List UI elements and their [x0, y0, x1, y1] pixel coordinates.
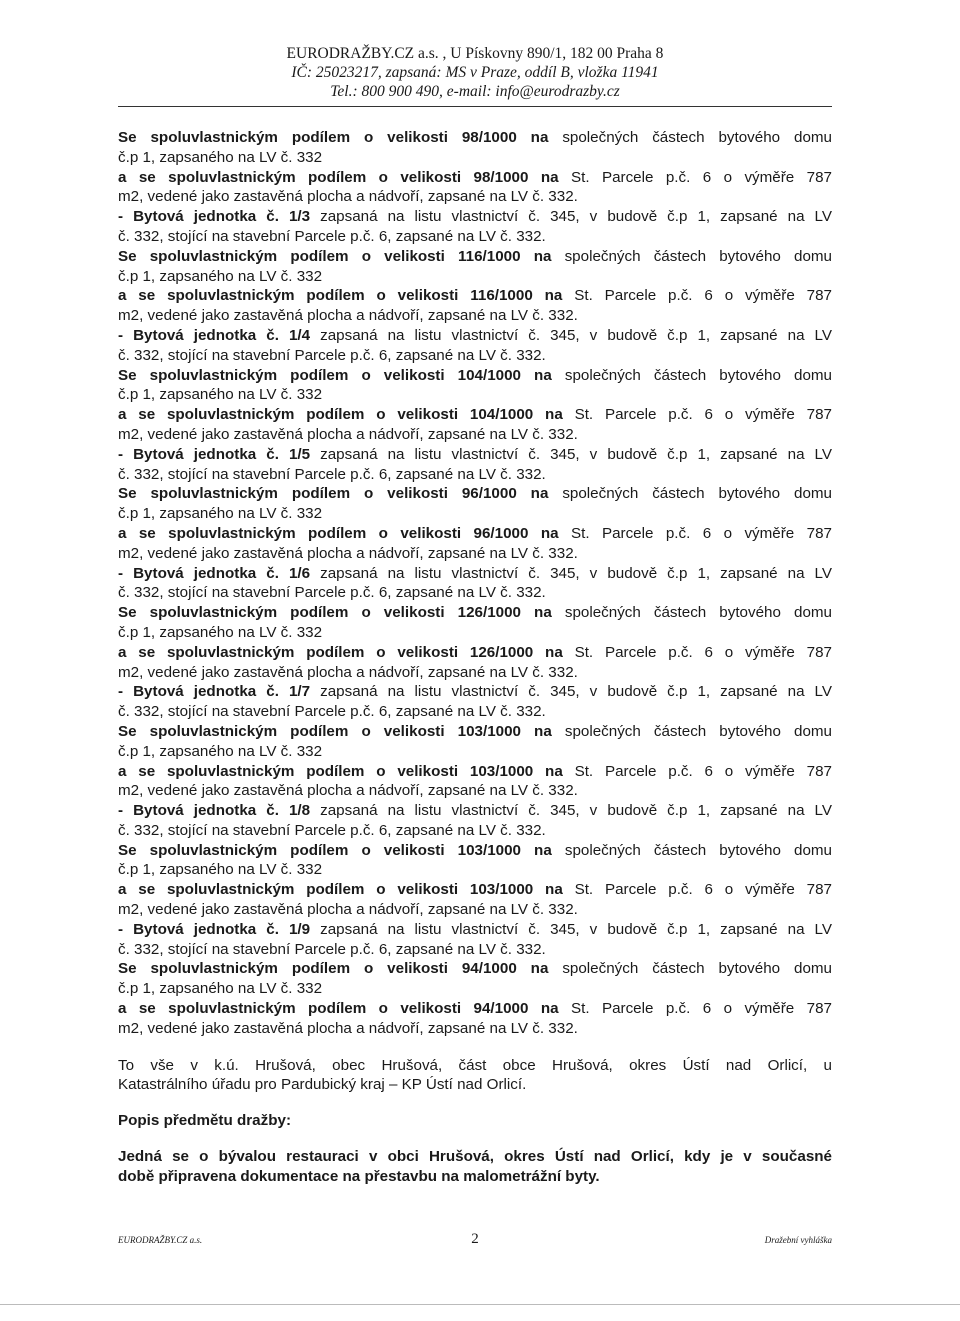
property-line-text: č.p 1, zapsaného na LV č. 332 — [118, 861, 323, 879]
property-line-text: č. 332, stojící na stavební Parcele p.č. 6, zapsané na LV č. 332. — [118, 940, 546, 958]
property-line-bold: Se spoluvlastnickým podílem o velikosti 126/1000 na — [118, 604, 552, 622]
scan-edge-line — [0, 1304, 960, 1305]
property-line-text: zapsaná na listu vlastnictví č. 345, v budově č.p 1, zapsané na LV — [310, 208, 832, 226]
property-line — [118, 128, 832, 148]
property-line — [118, 187, 832, 207]
section-heading-text: Popis předmětu dražby: — [118, 1112, 291, 1130]
property-line-text: St. Parcele p.č. 6 o výměře 787 — [562, 287, 832, 305]
property-line-text: m2, vedené jako zastavěná plocha a nádvoří, zapsané na LV č. 332. — [118, 1019, 578, 1037]
property-line — [118, 564, 832, 584]
property-line — [118, 148, 832, 168]
property-line — [118, 959, 832, 979]
property-line — [118, 643, 832, 663]
company-contact: Tel.: 800 900 490, e-mail: info@eurodrazby.cz — [330, 83, 620, 100]
property-line-text: St. Parcele p.č. 6 o výměře 787 — [558, 524, 832, 542]
property-line — [118, 306, 832, 326]
property-line — [118, 742, 832, 762]
property-line — [118, 583, 832, 603]
property-line-bold: - Bytová jednotka č. 1/7 — [118, 683, 311, 701]
property-line — [118, 385, 832, 405]
property-line — [118, 405, 832, 425]
property-line-bold: a se spoluvlastnickým podílem o velikosti 104/1000 na — [118, 406, 563, 424]
description-line-1 — [118, 1147, 832, 1167]
property-line-text: společných částech bytového domu — [548, 960, 832, 978]
property-line — [118, 207, 832, 227]
spacer — [118, 1039, 832, 1056]
property-line — [118, 445, 832, 465]
property-line — [118, 366, 832, 386]
property-line — [118, 880, 832, 900]
property-line — [118, 544, 832, 564]
property-line-text: St. Parcele p.č. 6 o výměře 787 — [562, 762, 832, 780]
property-line-text: č.p 1, zapsaného na LV č. 332 — [118, 742, 323, 760]
property-line — [118, 504, 832, 524]
property-line-text: č. 332, stojící na stavební Parcele p.č. 6, zapsané na LV č. 332. — [118, 465, 546, 483]
property-line — [118, 326, 832, 346]
description-text-1: Jedná se o bývalou restauraci v obci Hrušová, okres Ústí nad Orlicí, kdy je v současné — [118, 1148, 832, 1166]
property-line-text: č.p 1, zapsaného na LV č. 332 — [118, 623, 323, 641]
property-line-text: St. Parcele p.č. 6 o výměře 787 — [558, 1000, 832, 1018]
property-line-text: zapsaná na listu vlastnictví č. 345, v budově č.p 1, zapsané na LV — [310, 802, 832, 820]
property-line — [118, 762, 832, 782]
property-line-bold: Se spoluvlastnickým podílem o velikosti 96/1000 na — [118, 485, 549, 503]
property-line — [118, 920, 832, 940]
property-line — [118, 227, 832, 247]
page-number: 2 — [471, 1231, 479, 1247]
property-line-bold: - Bytová jednotka č. 1/9 — [118, 920, 311, 938]
property-line-text: č.p 1, zapsaného na LV č. 332 — [118, 505, 323, 523]
property-line — [118, 425, 832, 445]
section-heading — [118, 1111, 832, 1131]
property-line-text: společných částech bytového domu — [551, 604, 832, 622]
property-line — [118, 682, 832, 702]
property-line-text: m2, vedené jako zastavěná plocha a nádvoří, zapsané na LV č. 332. — [118, 782, 578, 800]
property-line — [118, 247, 832, 267]
company-registration: IČ: 25023217, zapsaná: MS v Praze, oddíl B, vložka 11941 — [291, 64, 659, 81]
property-line-text: zapsaná na listu vlastnictví č. 345, v budově č.p 1, zapsané na LV — [310, 683, 832, 701]
property-line-text: společných částech bytového domu — [548, 129, 832, 146]
property-line-text: č. 332, stojící na stavební Parcele p.č. 6, zapsané na LV č. 332. — [118, 346, 546, 364]
property-line-text: St. Parcele p.č. 6 o výměře 787 — [558, 168, 832, 186]
property-line-bold: a se spoluvlastnickým podílem o velikosti 103/1000 na — [118, 881, 563, 899]
page-footer — [118, 1229, 832, 1253]
property-line-bold: Se spoluvlastnickým podílem o velikosti 94/1000 na — [118, 960, 549, 978]
property-line-text: č.p 1, zapsaného na LV č. 332 — [118, 148, 323, 166]
property-line-bold: - Bytová jednotka č. 1/6 — [118, 564, 311, 582]
property-line — [118, 267, 832, 287]
description-line-2 — [118, 1167, 832, 1187]
property-line-bold: - Bytová jednotka č. 1/5 — [118, 445, 311, 463]
property-line-text: společných částech bytového domu — [551, 366, 832, 384]
property-line-bold: - Bytová jednotka č. 1/3 — [118, 208, 311, 226]
cadastral-note-line-2: Katastrálního úřadu pro Pardubický kraj – KP Ústí nad Orlicí. — [118, 1076, 527, 1094]
property-line — [118, 702, 832, 722]
property-line-text: č. 332, stojící na stavební Parcele p.č. 6, zapsané na LV č. 332. — [118, 703, 546, 721]
property-line-bold: a se spoluvlastnickým podílem o velikosti 94/1000 na — [118, 1000, 559, 1018]
property-line — [118, 841, 832, 861]
property-line — [118, 1019, 832, 1039]
property-line — [118, 465, 832, 485]
company-address: EURODRAŽBY.CZ a.s. , U Pískovny 890/1, 182 00 Praha 8 — [286, 45, 664, 62]
description-text-2: době připravena dokumentace na přestavbu na malometrážní byty. — [118, 1167, 600, 1185]
property-line-bold: Se spoluvlastnickým podílem o velikosti 104/1000 na — [118, 366, 552, 384]
property-line-text: společných částech bytového domu — [551, 247, 832, 265]
property-line-text: St. Parcele p.č. 6 o výměře 787 — [562, 406, 832, 424]
property-line-bold: a se spoluvlastnickým podílem o velikosti 116/1000 na — [118, 287, 563, 305]
property-line-bold: Se spoluvlastnickým podílem o velikosti 103/1000 na — [118, 722, 552, 740]
property-line — [118, 999, 832, 1019]
property-line-bold: - Bytová jednotka č. 1/4 — [118, 326, 311, 344]
property-line — [118, 623, 832, 643]
property-line-text: St. Parcele p.č. 6 o výměře 787 — [562, 643, 832, 661]
property-line-text: č.p 1, zapsaného na LV č. 332 — [118, 386, 323, 404]
property-line-text: m2, vedené jako zastavěná plocha a nádvoří, zapsané na LV č. 332. — [118, 307, 578, 325]
property-line-bold: a se spoluvlastnickým podílem o velikosti 98/1000 na — [118, 168, 559, 186]
document-body — [118, 128, 832, 1187]
property-line — [118, 663, 832, 683]
property-line — [118, 900, 832, 920]
property-line-bold: a se spoluvlastnickým podílem o velikosti 96/1000 na — [118, 524, 559, 542]
property-list — [118, 128, 832, 1039]
property-line-bold: Se spoluvlastnickým podílem o velikosti 116/1000 na — [118, 247, 552, 265]
property-line — [118, 860, 832, 880]
property-line — [118, 286, 832, 306]
spacer — [118, 1095, 832, 1111]
property-line — [118, 722, 832, 742]
property-line-text: m2, vedené jako zastavěná plocha a nádvoří, zapsané na LV č. 332. — [118, 663, 578, 681]
property-line-text: St. Parcele p.č. 6 o výměře 787 — [562, 881, 832, 899]
property-line-text: m2, vedené jako zastavěná plocha a nádvoří, zapsané na LV č. 332. — [118, 425, 578, 443]
cadastral-note-line-1: To vše v k.ú. Hrušová, obec Hrušová, část obce Hrušová, okres Ústí nad Orlicí, u — [118, 1056, 832, 1074]
property-line — [118, 821, 832, 841]
property-line — [118, 801, 832, 821]
property-line — [118, 484, 832, 504]
footer-company: EURODRAŽBY.CZ a.s. — [118, 1235, 203, 1245]
property-line — [118, 940, 832, 960]
property-line-bold: a se spoluvlastnickým podílem o velikosti 103/1000 na — [118, 762, 563, 780]
header-divider — [118, 106, 832, 107]
property-line-text: společných částech bytového domu — [551, 722, 832, 740]
property-line — [118, 168, 832, 188]
property-line-text: č. 332, stojící na stavební Parcele p.č. 6, zapsané na LV č. 332. — [118, 821, 546, 839]
property-line-text: zapsaná na listu vlastnictví č. 345, v budově č.p 1, zapsané na LV — [310, 564, 832, 582]
property-line-bold: - Bytová jednotka č. 1/8 — [118, 802, 311, 820]
property-line-text: m2, vedené jako zastavěná plocha a nádvoří, zapsané na LV č. 332. — [118, 901, 578, 919]
property-line-bold: Se spoluvlastnickým podílem o velikosti 98/1000 na — [118, 129, 549, 146]
property-line — [118, 346, 832, 366]
property-line — [118, 603, 832, 623]
property-line-text: č. 332, stojící na stavební Parcele p.č. 6, zapsané na LV č. 332. — [118, 584, 546, 602]
property-line-text: č. 332, stojící na stavební Parcele p.č. 6, zapsané na LV č. 332. — [118, 227, 546, 245]
property-line-bold: Se spoluvlastnickým podílem o velikosti 103/1000 na — [118, 841, 552, 859]
letterhead — [118, 44, 832, 101]
property-line-text: zapsaná na listu vlastnictví č. 345, v budově č.p 1, zapsané na LV — [310, 445, 832, 463]
footer-document-title: Dražební vyhláška — [764, 1235, 832, 1245]
spacer — [118, 1131, 832, 1147]
property-line — [118, 979, 832, 999]
property-line-text: společných částech bytového domu — [551, 841, 832, 859]
property-line-text: č.p 1, zapsaného na LV č. 332 — [118, 267, 323, 285]
property-line-text: zapsaná na listu vlastnictví č. 345, v budově č.p 1, zapsané na LV — [310, 326, 832, 344]
property-line — [118, 781, 832, 801]
property-line-text: m2, vedené jako zastavěná plocha a nádvoří, zapsané na LV č. 332. — [118, 544, 578, 562]
property-line-text: společných částech bytového domu — [548, 485, 832, 503]
property-line — [118, 524, 832, 544]
property-line-bold: a se spoluvlastnickým podílem o velikosti 126/1000 na — [118, 643, 563, 661]
property-line-text: m2, vedené jako zastavěná plocha a nádvoří, zapsané na LV č. 332. — [118, 188, 578, 206]
property-line-text: zapsaná na listu vlastnictví č. 345, v budově č.p 1, zapsané na LV — [310, 920, 832, 938]
property-line-text: č.p 1, zapsaného na LV č. 332 — [118, 980, 323, 998]
